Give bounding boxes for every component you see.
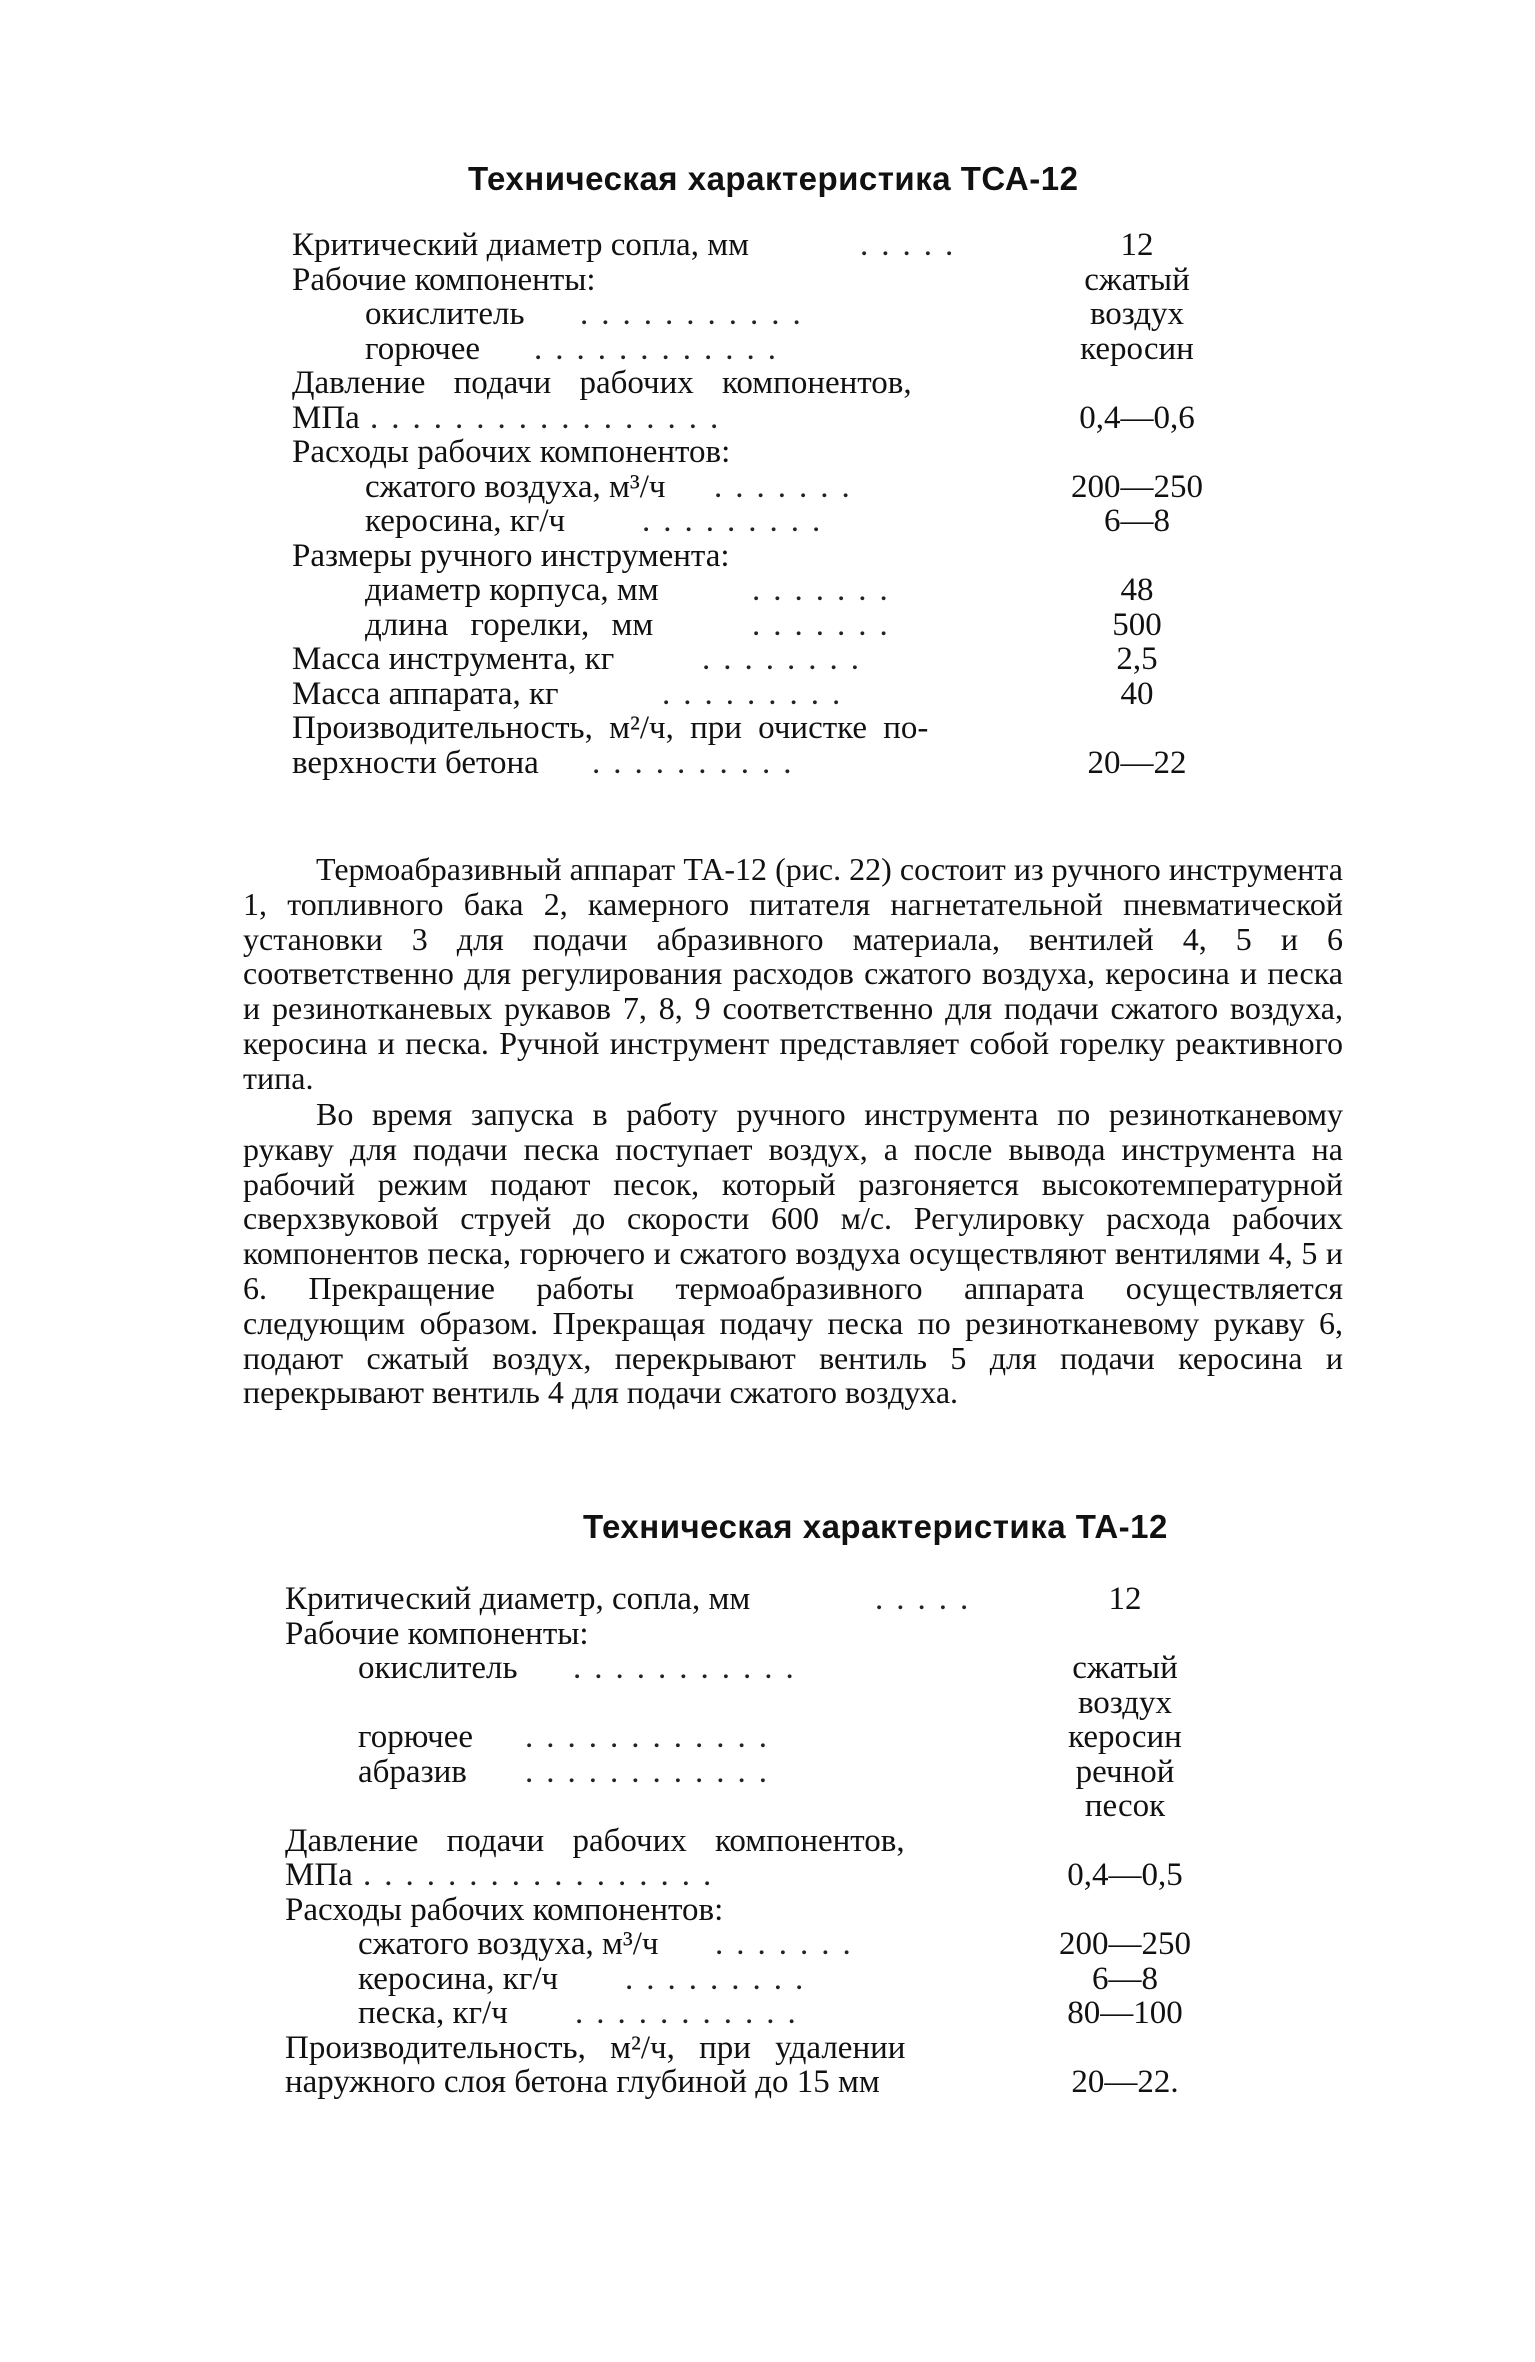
spec2-row (285, 1824, 1225, 1859)
spec1-value: керосин (1080, 330, 1194, 367)
spec1-label: Масса инструмента, кг (292, 641, 615, 677)
spec2-row (285, 1962, 1225, 1997)
spec2-title: Техническая характеристика ТА-12 (583, 1508, 1168, 1545)
spec1-label: верхности бетона (292, 744, 539, 781)
spec2-row (285, 1582, 1225, 1617)
spec1-label: Давление подачи рабочих компонентов, (292, 365, 912, 401)
spec1-label: длина горелки, мм (365, 606, 654, 643)
spec1-label: Размеры ручного инструмента: (292, 537, 730, 574)
spec1-row (292, 539, 1212, 574)
spec2-value: песок (1084, 1788, 1166, 1824)
leader-dots: ....... (752, 573, 901, 608)
spec2-value: сжатый (1072, 1650, 1178, 1686)
spec2-row (285, 2065, 1225, 2100)
leader-dots: ........... (575, 1996, 809, 2031)
spec2-label: МПа (285, 1857, 353, 1893)
leader-dots: ..... (875, 1582, 982, 1617)
leader-dots: ......... (662, 676, 854, 711)
spec1-label: Рабочие компоненты: (292, 261, 596, 298)
spec1-row (292, 711, 1212, 746)
spec2-label: Критический диаметр, сопла, мм (285, 1581, 751, 1617)
spec1-value: 48 (1120, 572, 1154, 608)
spec2-row (285, 1686, 1225, 1721)
spec1-value: 200—250 (1071, 468, 1203, 505)
leader-dots: ............ (525, 1720, 780, 1755)
spec1-value: сжатый (1084, 261, 1190, 298)
spec1-row (292, 642, 1212, 677)
spec1-value: 500 (1112, 606, 1162, 643)
spec1-label: Масса аппарата, кг (292, 675, 559, 712)
spec2-row (285, 1617, 1225, 1652)
spec1-title: Техническая характеристика ТСА-12 (468, 160, 1079, 197)
spec2-row (285, 1893, 1225, 1928)
spec2-label: Давление подачи рабочих компонентов, (285, 1822, 905, 1859)
spec1-table (292, 228, 1212, 780)
spec1-value: 12 (1120, 227, 1154, 263)
leader-dots: ............ (525, 1754, 780, 1789)
spec1-row (292, 573, 1212, 608)
spec2-value: 12 (1108, 1581, 1142, 1617)
spec1-label: окислитель (365, 296, 525, 332)
spec1-row (292, 435, 1212, 470)
spec2-value: 6—8 (1092, 1960, 1158, 1997)
leader-dots: ................. (363, 1858, 725, 1893)
body-paragraph-2: Во время запуска в работу ручного инструмента по резинотканевому рукаву для подачи песка поступает воздух, а после вывода инструмента на рабочий режим подают песок, который разгоняется высокотемпературной сверхзвуковой струей до скорости 600 м/с. Регулировку расхода рабочих компонентов песка, горючего и сжатого воздуха осуществляют вентилями 4, 5 и 6. Прекращение работы термоабразивного аппарата осуществляется следующим образом. Прекращая подачу песка по резинотканевому рукаву 6, подают сжатый воздух, перекрывают вентиль 5 для подачи керосина и перекрывают вентиль 4 для подачи сжатого воздуха. (243, 1096, 1343, 1411)
spec2-row (285, 2031, 1225, 2066)
leader-dots: ....... (714, 469, 863, 504)
leader-dots: ..... (860, 228, 967, 263)
spec1-row (292, 746, 1212, 781)
spec2-table (285, 1582, 1225, 2100)
spec2-value: речной (1075, 1753, 1175, 1790)
spec2-value: керосин (1068, 1719, 1182, 1755)
leader-dots: ................. (370, 400, 732, 435)
spec1-label: горючее (365, 330, 481, 367)
spec1-row (292, 504, 1212, 539)
spec1-row (292, 332, 1212, 367)
spec2-label: горючее (358, 1719, 474, 1755)
spec1-value: 40 (1120, 675, 1154, 712)
spec2-value: 20—22. (1071, 2064, 1179, 2100)
spec2-row (285, 1720, 1225, 1755)
spec2-value: 80—100 (1067, 1995, 1183, 2031)
spec1-row (292, 263, 1212, 298)
spec1-row (292, 401, 1212, 436)
spec2-label: керосина, кг/ч (358, 1960, 559, 1997)
leader-dots: ........... (573, 1651, 807, 1686)
spec1-row (292, 470, 1212, 505)
spec1-value: 2,5 (1116, 641, 1158, 677)
spec2-label: Рабочие компоненты: (285, 1615, 589, 1652)
spec1-label: Производительность, м²/ч, при очистке по- (292, 710, 929, 746)
spec1-value: воздух (1089, 296, 1185, 332)
spec1-label: Расходы рабочих компонентов: (292, 434, 731, 470)
spec2-value: воздух (1077, 1684, 1173, 1721)
spec1-value: 0,4—0,6 (1079, 399, 1195, 436)
leader-dots: ........... (580, 297, 814, 332)
spec2-row (285, 1927, 1225, 1962)
spec2-label: Расходы рабочих компонентов: (285, 1891, 724, 1928)
spec2-value: 200—250 (1059, 1926, 1191, 1962)
spec2-row (285, 1755, 1225, 1790)
leader-dots: ............ (534, 331, 789, 366)
spec2-label: Производительность, м²/ч, при удалении (285, 2029, 906, 2066)
spec2-label: песка, кг/ч (358, 1995, 508, 2031)
spec1-label: МПа (292, 399, 360, 436)
leader-dots: ......... (642, 504, 834, 539)
leader-dots: ....... (752, 607, 901, 642)
spec1-label: диаметр корпуса, мм (365, 572, 659, 608)
leader-dots: .......... (592, 745, 805, 780)
spec1-row (292, 677, 1212, 712)
spec2-label: наружного слоя бетона глубиной до 15 мм (285, 2064, 880, 2100)
spec2-row (285, 1996, 1225, 2031)
spec1-row (292, 297, 1212, 332)
spec2-label: абразив (358, 1753, 467, 1790)
spec2-row (285, 1789, 1225, 1824)
spec1-value: 6—8 (1104, 503, 1170, 539)
spec1-row (292, 228, 1212, 263)
spec1-label: керосина, кг/ч (365, 503, 566, 539)
leader-dots: ......... (625, 1961, 817, 1996)
spec2-value: 0,4—0,5 (1067, 1857, 1183, 1893)
spec1-label: сжатого воздуха, м³/ч (365, 468, 666, 505)
spec2-label: окислитель (358, 1650, 518, 1686)
spec2-row (285, 1858, 1225, 1893)
leader-dots: ........ (702, 642, 872, 677)
spec1-row (292, 608, 1212, 643)
spec1-value: 20—22 (1087, 744, 1187, 781)
leader-dots: ....... (715, 1927, 864, 1962)
spec2-row (285, 1651, 1225, 1686)
spec1-label: Критический диаметр сопла, мм (292, 227, 749, 263)
spec1-row (292, 366, 1212, 401)
spec2-label: сжатого воздуха, м³/ч (358, 1926, 659, 1962)
body-paragraph-1: Термоабразивный аппарат ТА-12 (рис. 22) состоит из ручного инструмента 1, топливного бака 2, камерного питателя нагнетательной пневматической установки 3 для подачи абразивного материала, вентилей 4, 5 и 6 соответственно для регулирования расходов сжатого воздуха, керосина и песка и резинотканевых рукавов 7, 8, 9 соответственно для подачи сжатого воздуха, керосина и песка. Ручной инструмент представляет собой горелку реактивного типа. (243, 851, 1343, 1096)
